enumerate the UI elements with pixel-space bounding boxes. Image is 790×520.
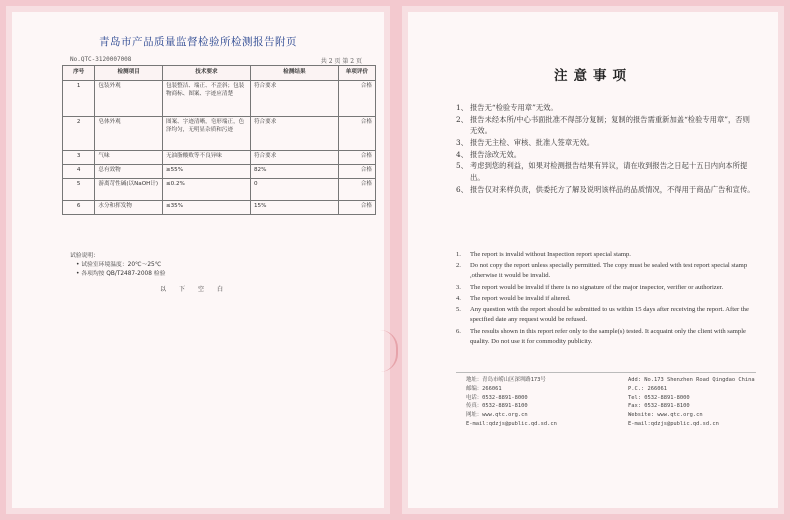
- row-no: 4: [63, 165, 95, 179]
- list-item: [456, 305, 756, 325]
- divider: [456, 372, 756, 373]
- row-no: 1: [63, 81, 95, 117]
- list-item: [456, 102, 756, 114]
- item-text: The report would be invalid if there is no signature of the major inspector, verifier or authorizer.: [470, 283, 724, 291]
- row-requirement: 包装整洁、端正、不歪斜；包装物商标、图案、字迹应清楚: [162, 81, 250, 117]
- row-no: 2: [63, 117, 95, 151]
- row-requirement: 无油脂酸败等不良异味: [162, 151, 250, 165]
- email-line: E-mail:qdzjs@public.qd.sd.cn: [466, 420, 557, 427]
- row-result: 15%: [250, 201, 338, 215]
- item-text: 考虑到您的利益，如果对检测报告结果有异议，请在收到报告之日起十五日内向本所提出。: [470, 161, 748, 183]
- row-requirement: ≤35%: [162, 201, 250, 215]
- header-evaluation: 单项评价: [338, 66, 375, 81]
- item-text: The report would be invalid if altered.: [470, 294, 571, 302]
- header-no: 序号: [63, 66, 95, 81]
- item-text: 报告无主检、审核、批准人签章无效。: [470, 138, 595, 148]
- list-item: [456, 149, 756, 161]
- item-text: Any question with the report should be submitted to us within 15 days after receiving the report. After the specified date any request would be refused.: [470, 306, 749, 324]
- item-text: The report is invalid without Inspection report special stamp.: [470, 251, 631, 258]
- address-line: 地址：青岛市崂山区深圳路173号: [466, 377, 546, 383]
- table-row: [63, 81, 376, 117]
- item-number: 1.: [456, 251, 461, 258]
- phone-line: Tel: 0532-8891-8000: [628, 394, 690, 401]
- row-evaluation: 合格: [338, 81, 375, 117]
- item-number: 6、: [456, 184, 468, 194]
- item-number: 3.: [456, 283, 461, 291]
- item-text: 报告仅对来样负责，供委托方了解及说明该样品的品质情况，不得用于商品广告和宣传。: [470, 184, 755, 194]
- list-item: [456, 261, 756, 281]
- row-evaluation: 合格: [338, 179, 375, 201]
- row-item: 游离苛性碱(以NaOH计): [95, 179, 163, 201]
- note-text: 试验室环境温度：20℃～25℃: [81, 261, 162, 268]
- list-item: [456, 327, 756, 347]
- item-number: 2.: [456, 262, 461, 270]
- row-evaluation: 合格: [338, 117, 375, 151]
- notice-title: 注意事项: [554, 68, 632, 84]
- table-row: [63, 117, 376, 151]
- note-text: 各项均按 QB/T2487-2008 检验: [81, 270, 166, 277]
- note-item: • 各项均按 QB/T2487-2008 检验: [76, 270, 166, 277]
- table-row: [63, 201, 376, 215]
- page-number: 共 2 页 第 2 页: [320, 58, 362, 65]
- doc-number: No.QTC-3120007008: [70, 56, 132, 63]
- row-result: 符合要求: [250, 81, 338, 117]
- item-number: 4.: [456, 294, 461, 302]
- item-number: 1、: [456, 103, 468, 112]
- row-item: 总有效物: [95, 165, 163, 179]
- item-text: Do not copy the report unless specially permitted. The copy must be sealed with test report special stamp ,otherwise it would be invalid.: [470, 262, 748, 280]
- row-evaluation: 合格: [338, 201, 375, 215]
- table-row: [63, 151, 376, 165]
- address-block-cn: [466, 376, 616, 429]
- test-results-table: [62, 65, 376, 215]
- address-line: Add: No.173 Shenzhen Road Qingdao China: [628, 377, 755, 383]
- item-text: 报告无“检验专用章”无效。: [470, 103, 558, 112]
- item-text: 报告涂改无效。: [470, 149, 522, 159]
- row-no: 5: [63, 179, 95, 201]
- table-row: [63, 179, 376, 201]
- postcode-line: P.C.: 266061: [628, 385, 667, 392]
- table-row: [63, 165, 376, 179]
- website-line: 网址：www.qtc.org.cn: [466, 412, 528, 418]
- fax-line: 传真：0532-8891-8100: [466, 403, 528, 410]
- list-item: [456, 184, 756, 196]
- report-title: 青岛市产品质量监督检验所检测报告附页: [99, 36, 297, 48]
- list-item: [456, 114, 756, 137]
- list-item: [456, 250, 756, 260]
- notice-list-cn: [456, 102, 756, 195]
- row-result: 符合要求: [250, 151, 338, 165]
- notice-list-en: [456, 250, 756, 348]
- header-result: 检测结果: [250, 66, 338, 81]
- phone-line: 电话：0532-8891-8000: [466, 394, 528, 401]
- row-item: 皂体外观: [95, 117, 163, 151]
- seal-stamp: [380, 330, 398, 372]
- address-block-en: [628, 376, 778, 429]
- row-result: 符合要求: [250, 117, 338, 151]
- item-number: 4、: [456, 149, 468, 159]
- item-number: 3、: [456, 138, 468, 148]
- note-item: • 试验室环境温度：20℃～25℃: [76, 261, 162, 268]
- header-item: 检测项目: [95, 66, 163, 81]
- row-requirement: ≥55%: [162, 165, 250, 179]
- list-item: [456, 283, 756, 293]
- notice-page: [402, 6, 784, 514]
- item-number: 6.: [456, 327, 461, 335]
- row-requirement: ≤0.2%: [162, 179, 250, 201]
- item-text: The results shown in this report refer only to the sample(s) tested. It acquaint only the client with sample quality. Do not use it for commodity publicity.: [470, 327, 746, 345]
- postcode-line: 邮编：266061: [466, 385, 502, 392]
- row-evaluation: 合格: [338, 165, 375, 179]
- row-item: 气味: [95, 151, 163, 165]
- item-number: 5、: [456, 161, 468, 171]
- blank-below-marker: 以下空白: [159, 286, 236, 293]
- list-item: [456, 294, 756, 304]
- test-notes: [70, 252, 165, 279]
- table-header-row: [63, 66, 376, 81]
- report-appendix-page: [6, 6, 390, 514]
- row-item: 包装外观: [95, 81, 163, 117]
- row-no: 6: [63, 201, 95, 215]
- row-result: 0: [250, 179, 338, 201]
- item-number: 5.: [456, 306, 461, 314]
- header-requirement: 技术要求: [162, 66, 250, 81]
- email-line: E-mail:qdzjs@public.qd.sd.cn: [628, 420, 719, 427]
- row-requirement: 图案、字迹清晰，皂形端正，色泽均匀，无明显杂质和污迹: [162, 117, 250, 151]
- item-number: 2、: [456, 114, 468, 124]
- fax-line: Fax: 0532-8891-8100: [628, 403, 690, 410]
- row-evaluation: 合格: [338, 151, 375, 165]
- list-item: [456, 160, 756, 183]
- row-item: 水分和挥发物: [95, 201, 163, 215]
- list-item: [456, 137, 756, 149]
- website-line: Website: www.qtc.org.cn: [628, 412, 703, 418]
- notes-title: 试验说明：: [70, 253, 99, 259]
- item-text: 报告未经本所/中心书面批准不得部分复制；复制的报告需重新加盖“检验专用章”，否则无效。: [470, 114, 750, 136]
- row-result: 82%: [250, 165, 338, 179]
- row-no: 3: [63, 151, 95, 165]
